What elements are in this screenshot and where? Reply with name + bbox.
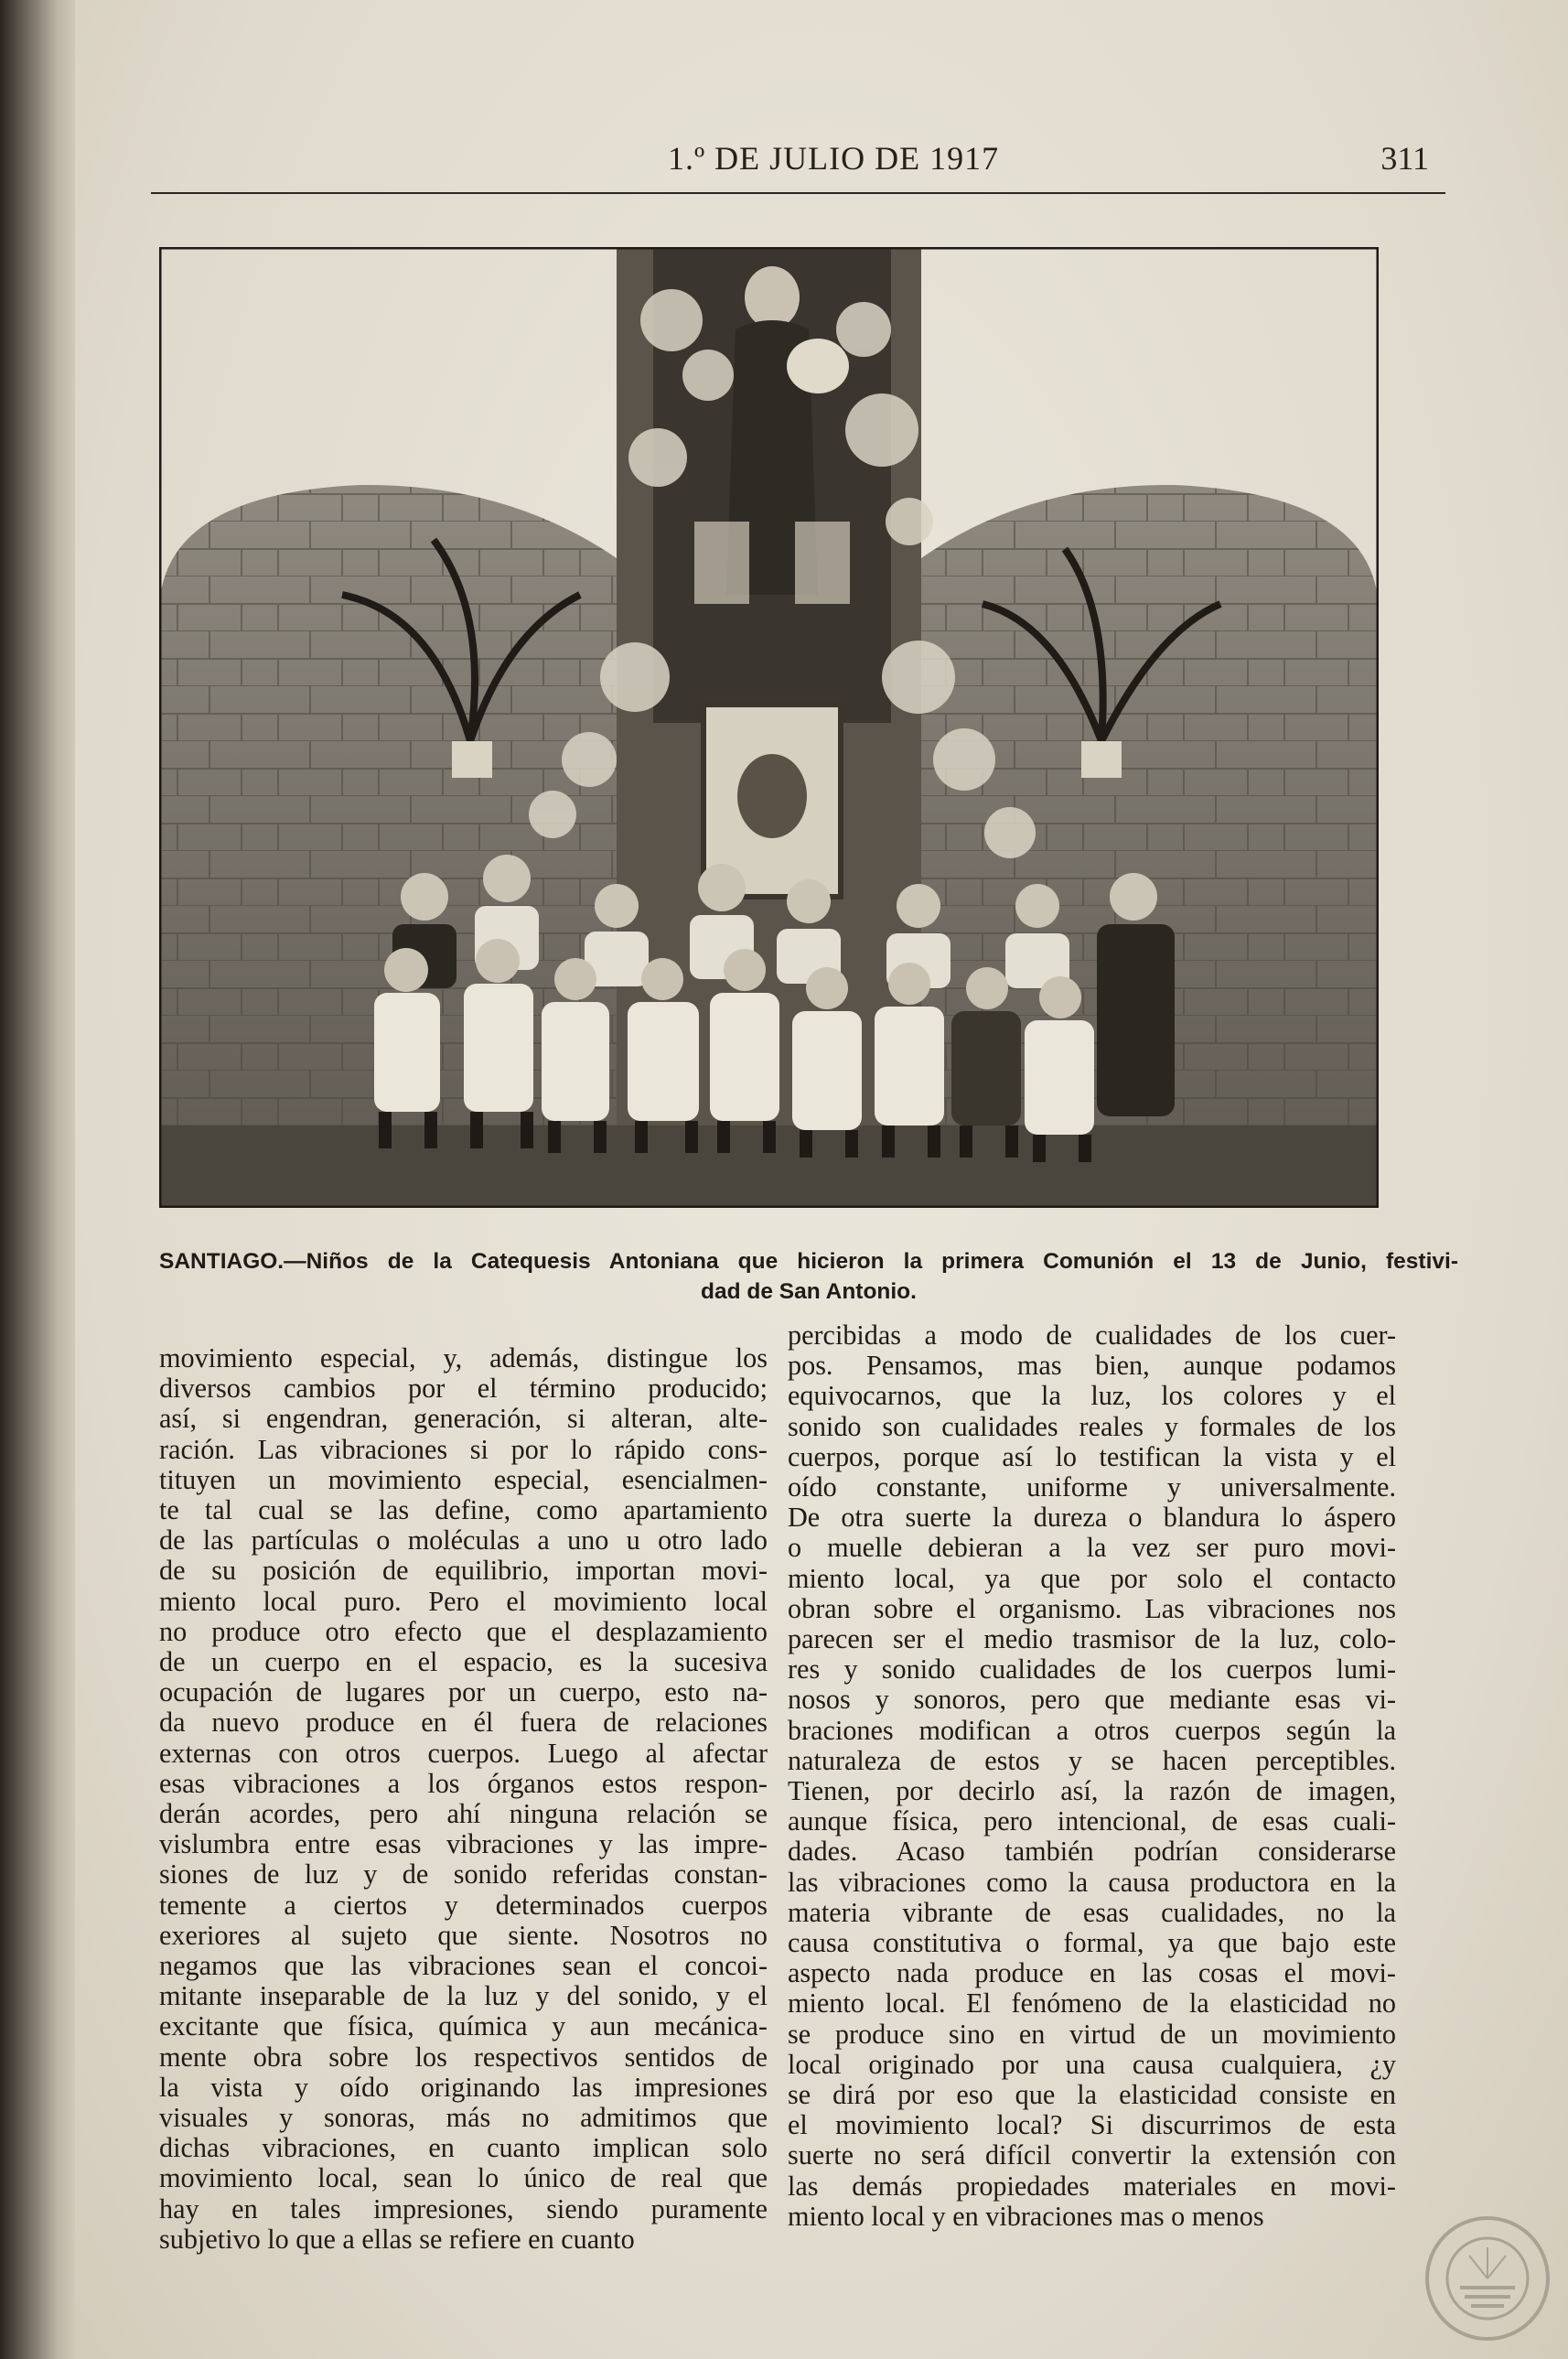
text-line: de su posición de equilibrio, importan movi- [159, 1555, 768, 1587]
text-line: mente obra sobre los respectivos sentidos de [159, 2041, 768, 2073]
text-line: oído constante, uniforme y universalmente. [788, 1471, 1396, 1503]
text-line: miento local. El fenómeno de la elasticidad no [788, 1987, 1396, 2020]
caption-line-1: SANTIAGO.—Niños de la Catequesis Antoniana que hicieron la primera Comunión el 13 de Junio, festivi- [159, 1249, 1458, 1274]
text-line: aspecto nada produce en las cosas el movi- [788, 1957, 1396, 1989]
text-line: la vista y oído originando las impresiones [159, 2071, 768, 2103]
text-line: De otra suerte la dureza o blandura lo áspero [788, 1502, 1396, 1534]
text-line: mitante inseparable de la luz y del sonido, y el [159, 1980, 768, 2012]
text-line: vislumbra entre esas vibraciones y las impre- [159, 1828, 768, 1860]
text-line: esas vibraciones a los órganos estos respon- [159, 1767, 768, 1799]
header-date: 1.º DE JULIO DE 1917 [668, 140, 1000, 177]
text-line: siones de luz y de sonido referidas constan- [159, 1858, 768, 1890]
text-line: miento local puro. Pero el movimiento local [159, 1585, 768, 1617]
text-line: res y sonido cualidades de los cuerpos lumi- [788, 1653, 1396, 1686]
text-line: pos. Pensamos, mas bien, aunque podamos [788, 1350, 1396, 1382]
text-line: ración. Las vibraciones si por lo rápido cons- [159, 1433, 768, 1465]
text-line: Tienen, por decirlo así, la razón de imagen, [788, 1775, 1396, 1807]
text-line: no produce otro efecto que el desplazamiento [159, 1615, 768, 1647]
text-line: tituyen un movimiento especial, esencialmen- [159, 1463, 768, 1495]
photo-caption [159, 1246, 1458, 1307]
text-line: cuerpos, porque así lo testifican la vista y el [788, 1440, 1396, 1472]
journal-page [75, 0, 1568, 2359]
text-line: obran sobre el organismo. Las vibraciones nos [788, 1592, 1396, 1624]
text-line: naturaleza de estos y se hacen perceptibles. [788, 1744, 1396, 1776]
text-line: diversos cambios por el término producido; [159, 1373, 768, 1405]
text-line: te tal cual se las define, como apartamiento [159, 1494, 768, 1526]
text-line: braciones modifican a otros cuerpos según la [788, 1714, 1396, 1746]
text-line: sonido son cualidades reales y formales de los [788, 1410, 1396, 1442]
group-photograph [159, 247, 1379, 1208]
text-line: excitante que física, química y aun mecánica- [159, 2010, 768, 2042]
book-page-edge [0, 0, 82, 2359]
text-line: percibidas a modo de cualidades de los cuer- [788, 1320, 1396, 1351]
text-column-right [788, 1320, 1396, 2232]
text-line: movimiento especial, y, además, distingue los [159, 1342, 768, 1373]
text-line: se produce sino en virtud de un movimiento [788, 2018, 1396, 2050]
text-line: temente a ciertos y determinados cuerpos [159, 1889, 768, 1921]
text-line: externas con otros cuerpos. Luego al afectar [159, 1737, 768, 1769]
text-line: da nuevo produce en él fuera de relaciones [159, 1707, 768, 1739]
page-number: 311 [1380, 140, 1429, 177]
text-line: parecen ser el medio trasmisor de la luz, colo- [788, 1623, 1396, 1655]
text-line: el movimiento local? Si discurrimos de esta [788, 2109, 1396, 2141]
text-line: nosos y sonoros, pero que mediante esas vi- [788, 1684, 1396, 1716]
text-line: ocupación de lugares por un cuerpo, esto na- [159, 1676, 768, 1708]
text-line: aunque física, pero intencional, de esas cuali- [788, 1805, 1396, 1837]
text-line: miento local, ya que por solo el contacto [788, 1562, 1396, 1594]
text-line: de un cuerpo en el espacio, es la sucesiva [159, 1646, 768, 1678]
text-column-left [159, 1343, 768, 2255]
text-line: así, si engendran, generación, si alteran, alte- [159, 1403, 768, 1435]
text-line: o muelle debieran a la vez ser puro movi- [788, 1532, 1396, 1564]
text-line: derán acordes, pero ahí ninguna relación se [159, 1798, 768, 1830]
text-line: negamos que las vibraciones sean el concoi- [159, 1950, 768, 1982]
photo-illustration [159, 247, 1379, 1208]
text-line: suerte no será difícil convertir la extensión con [788, 2139, 1396, 2171]
text-line: se dirá por eso que la elasticidad consiste en [788, 2079, 1396, 2111]
text-line: de las partículas o moléculas a uno u otro lado [159, 1524, 768, 1557]
text-line: las vibraciones como la causa productora en la [788, 1866, 1396, 1898]
text-line: las demás propiedades materiales en movi- [788, 2170, 1396, 2202]
academy-seal-stamp [1423, 2214, 1552, 2343]
text-line: miento local y en vibraciones mas o menos [788, 2200, 1264, 2232]
text-line: movimiento local, sean lo único de real que [159, 2162, 768, 2194]
caption-line-2: dad de San Antonio. [701, 1279, 917, 1304]
text-line: exeriores al sujeto que siente. Nosotros no [159, 1919, 768, 1951]
text-line: subjetivo lo que a ellas se refiere en cuanto [159, 2223, 635, 2255]
text-line: dichas vibraciones, en cuanto implican solo [159, 2132, 768, 2164]
text-line: materia vibrante de esas cualidades, no la [788, 1896, 1396, 1928]
text-line: causa constitutiva o formal, ya que bajo este [788, 1927, 1396, 1959]
text-line: equivocarnos, que la luz, los colores y el [788, 1380, 1396, 1412]
text-line: visuales y sonoras, más no admitimos que [159, 2102, 768, 2134]
seal-icon [1423, 2214, 1552, 2343]
text-line: dades. Acaso también podrían considerarse [788, 1836, 1396, 1868]
text-line: hay en tales impresiones, siendo puramente [159, 2192, 768, 2224]
text-line: local originado por una causa cualquiera, ¿y [788, 2048, 1396, 2080]
running-header [151, 139, 1445, 194]
